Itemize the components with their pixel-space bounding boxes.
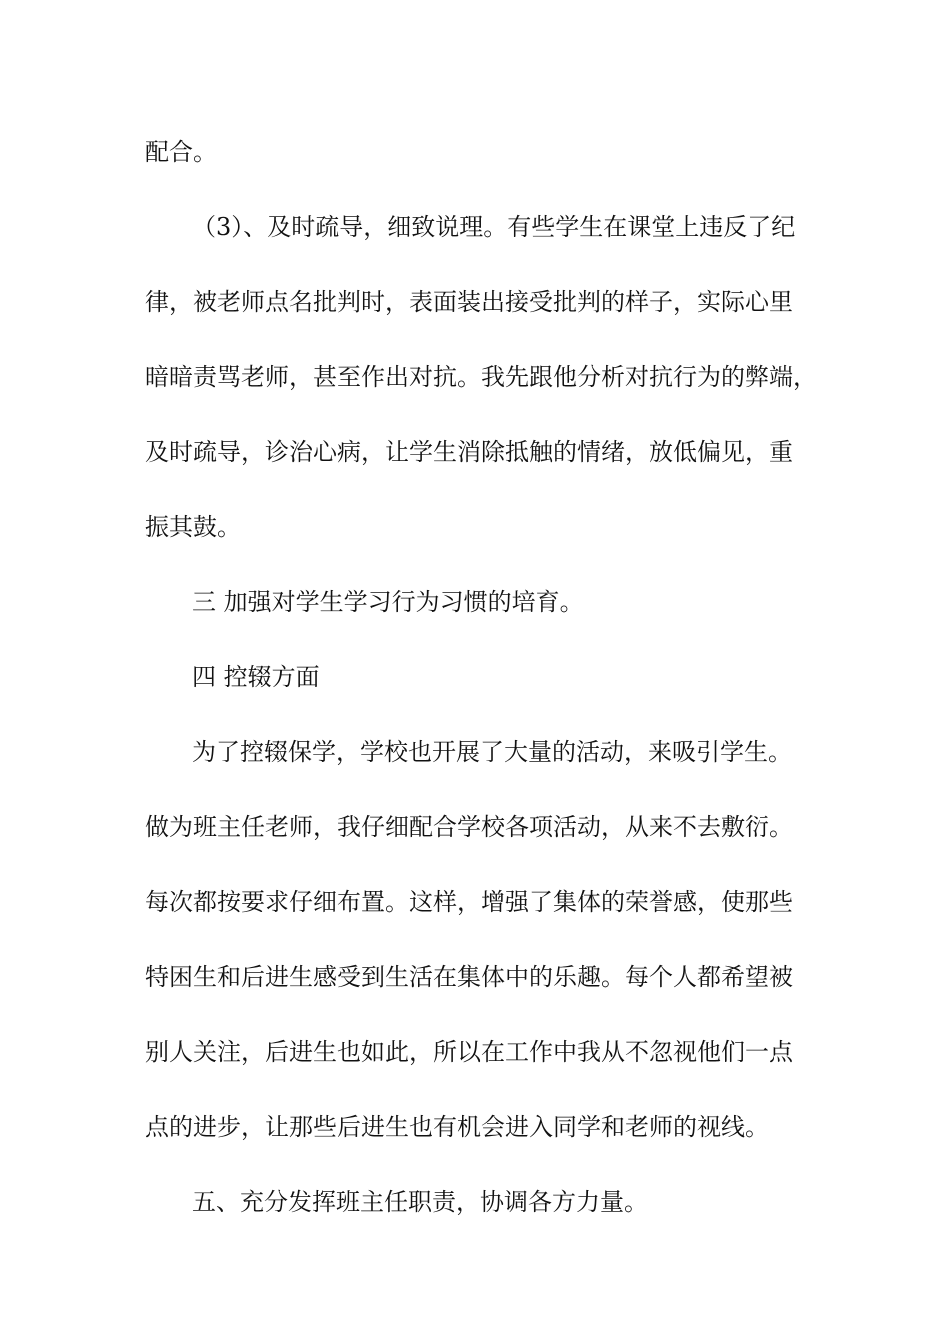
section-heading: 三 加强对学生学习行为习惯的培育。	[192, 588, 584, 616]
text-line: 为了控辍保学，学校也开展了大量的活动，来吸引学生。	[192, 738, 792, 766]
section-heading: 五、充分发挥班主任职责，协调各方力量。	[192, 1188, 648, 1216]
text-line: 点的进步，让那些后进生也有机会进入同学和老师的视线。	[145, 1113, 769, 1141]
text-line: 别人关注，后进生也如此，所以在工作中我从不忽视他们一点	[145, 1038, 793, 1066]
text-line: 特困生和后进生感受到生活在集体中的乐趣。每个人都希望被	[145, 963, 793, 991]
text-line: 律，被老师点名批判时，表面装出接受批判的样子，实际心里	[145, 288, 793, 316]
text-line: 配合。	[145, 138, 217, 166]
text-line: 暗暗责骂老师，甚至作出对抗。我先跟他分析对抗行为的弊端，	[145, 363, 817, 391]
text-line: （3）、及时疏导，细致说理。有些学生在课堂上违反了纪	[192, 213, 796, 241]
text-line: 每次都按要求仔细布置。这样，增强了集体的荣誉感，使那些	[145, 888, 793, 916]
text-line: 及时疏导，诊治心病，让学生消除抵触的情绪，放低偏见，重	[145, 438, 793, 466]
section-heading: 四 控辍方面	[192, 663, 320, 691]
text-line: 做为班主任老师，我仔细配合学校各项活动，从来不去敷衍。	[145, 813, 793, 841]
text-line: 振其鼓。	[145, 513, 241, 541]
